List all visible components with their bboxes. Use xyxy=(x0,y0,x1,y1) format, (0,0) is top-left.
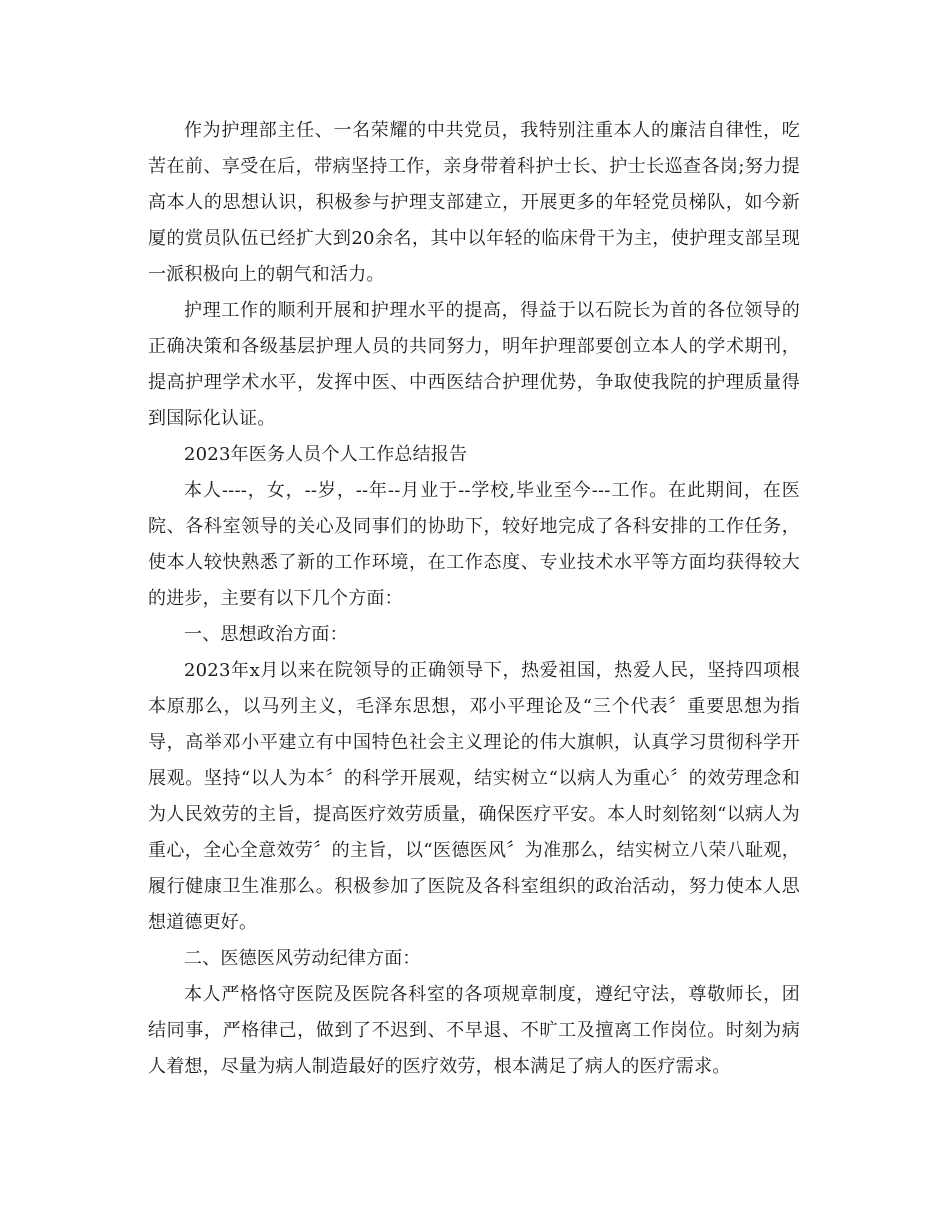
paragraph-ethics: 本人严格恪守医院及医院各科室的各项规章制度，遵纪守法，尊敬师长，团结同事，严格律己，做到了不迟到、不早退、不旷工及擅离工作岗位。时刻为病人着想，尽量为病人制造最好的医疗效劳，根本满足了病人的医疗需求。 xyxy=(148,984,800,1077)
paragraph-party-member: 作为护理部主任、一名荣耀的中共党员，我特别注重本人的廉洁自律性，吃苦在前、享受在后，带病坚持工作，亲身带着科护士长、护士长巡查各岗;努力提高本人的思想认识，积极参与护理支部建立，开展更多的年轻党员梯队，如今新厦的赏员队伍已经扩大到20余名，其中以年轻的临床骨干为主，使护理支部呈现一派积极向上的朝气和活力。 xyxy=(148,120,800,285)
report-title: 2023年医务人员个人工作总结报告 xyxy=(184,444,468,465)
document-body xyxy=(148,113,800,1085)
paragraph-nursing-progress: 护理工作的顺利开展和护理水平的提高，得益于以石院长为首的各位领导的正确决策和各级基层护理人员的共同努力，明年护理部要创立本人的学术期刊，提高护理学术水平，发挥中医、中西医结合护理优势，争取使我院的护理质量得到国际化认证。 xyxy=(148,300,800,429)
section-heading-ethics: 二、医德医风劳动纪律方面： xyxy=(184,948,421,969)
paragraph-political: 2023年x月以来在院领导的正确领导下，热爱祖国，热爱人民，坚持四项根本原那么，以马列主义，毛泽东思想，邓小平理论及“三个代表〞重要思想为指导，高举邓小平建立有中国特色社会主义理论的伟大旗帜，认真学习贯彻科学开展观。坚持“以人为本〞的科学开展观，结实树立“以病人为重心〞的效劳理念和为人民效劳的主旨，提高医疗效劳质量，确保医疗平安。本人时刻铭刻“以病人为重心，全心全意效劳〞的主旨，以“医德医风〞为准那么，结实树立八荣八耻观，履行健康卫生准那么。积极参加了医院及各科室组织的政治活动，努力使本人思想道德更好。 xyxy=(148,660,800,933)
section-heading-political: 一、思想政治方面： xyxy=(184,624,348,645)
paragraph-intro: 本人----，女，--岁，--年--月业于--学校,毕业至今---工作。在此期间，在医院、各科室领导的关心及同事们的协助下，较好地完成了各科安排的工作任务，使本人较快熟悉了新的工作环境，在工作态度、专业技术水平等方面均获得较大的进步，主要有以下几个方面： xyxy=(148,480,800,609)
